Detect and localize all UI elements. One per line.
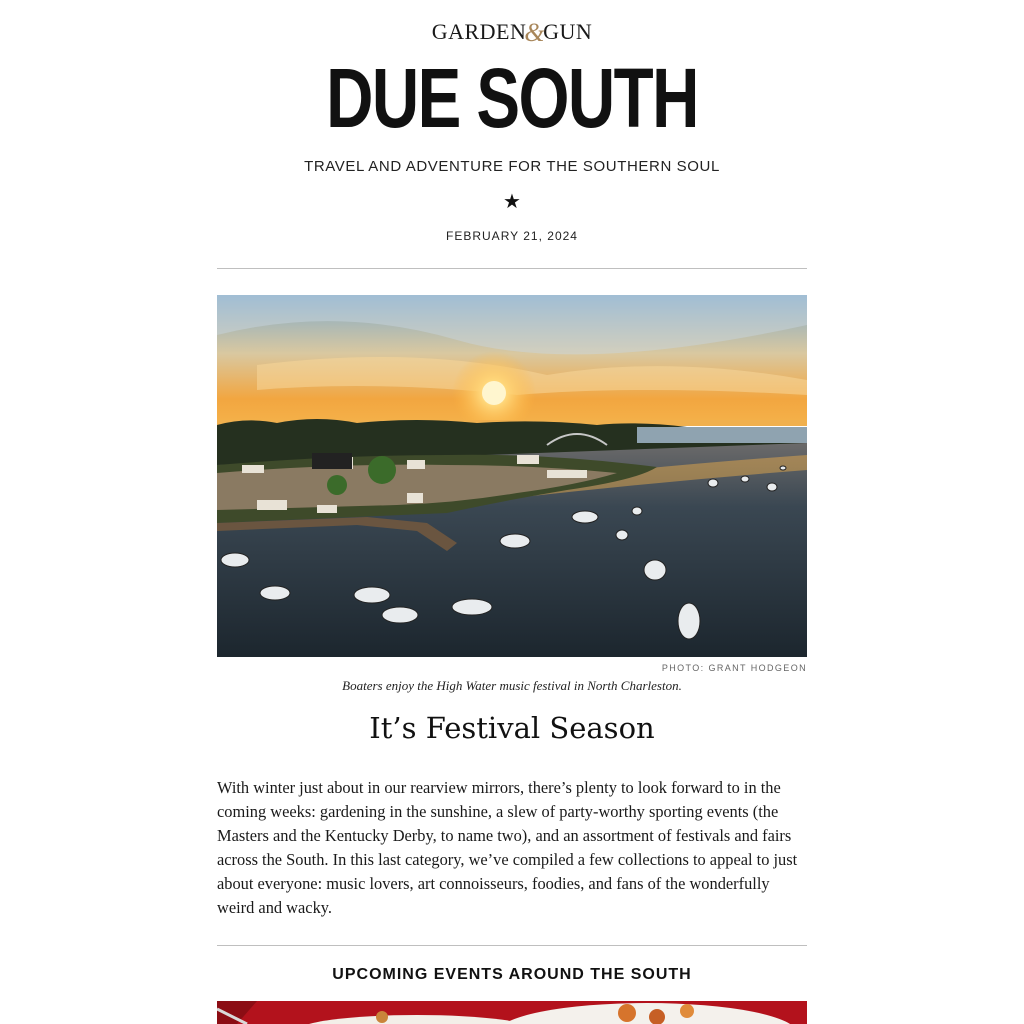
- issue-date: FEBRUARY 21, 2024: [446, 229, 578, 243]
- brand-logo-left: GARDEN: [431, 19, 527, 44]
- photo-credit: PHOTO: GRANT HODGEON: [661, 663, 807, 673]
- divider: [217, 268, 807, 269]
- star-icon: ★: [503, 191, 521, 213]
- event-photo[interactable]: [217, 1001, 807, 1024]
- newsletter-tagline: TRAVEL AND ADVENTURE FOR THE SOUTHERN SOUL: [304, 158, 720, 175]
- section-title-upcoming-events: UPCOMING EVENTS AROUND THE SOUTH: [332, 966, 692, 983]
- brand-logo-right: GUN: [543, 19, 593, 44]
- photo-caption: Boaters enjoy the High Water music festival in North Charleston.: [342, 678, 682, 693]
- hero-photo[interactable]: [217, 295, 807, 657]
- brand-logo[interactable]: [0, 16, 1024, 46]
- divider: [217, 945, 807, 946]
- brand-logo-ampersand: &: [524, 18, 546, 47]
- article-body: With winter just about in our rearview mirrors, there’s plenty to look forward to in the coming weeks: gardening in the sunshine, a slew of party-worthy sporting events (the Masters and the Kentucky Derby, to name two), and an assortment of festivals and fairs across the South. In this last category, we’ve compiled a few collections to appeal to just about everyone: music lovers, art connoisseurs, foodies, and fans of the wonderfully weird and wacky.: [217, 778, 798, 917]
- article-headline[interactable]: It’s Festival Season: [369, 711, 655, 745]
- newsletter-title: DUE SOUTH: [326, 51, 698, 145]
- event-photo-illustration: [217, 1001, 807, 1024]
- hero-photo-illustration: [217, 295, 807, 657]
